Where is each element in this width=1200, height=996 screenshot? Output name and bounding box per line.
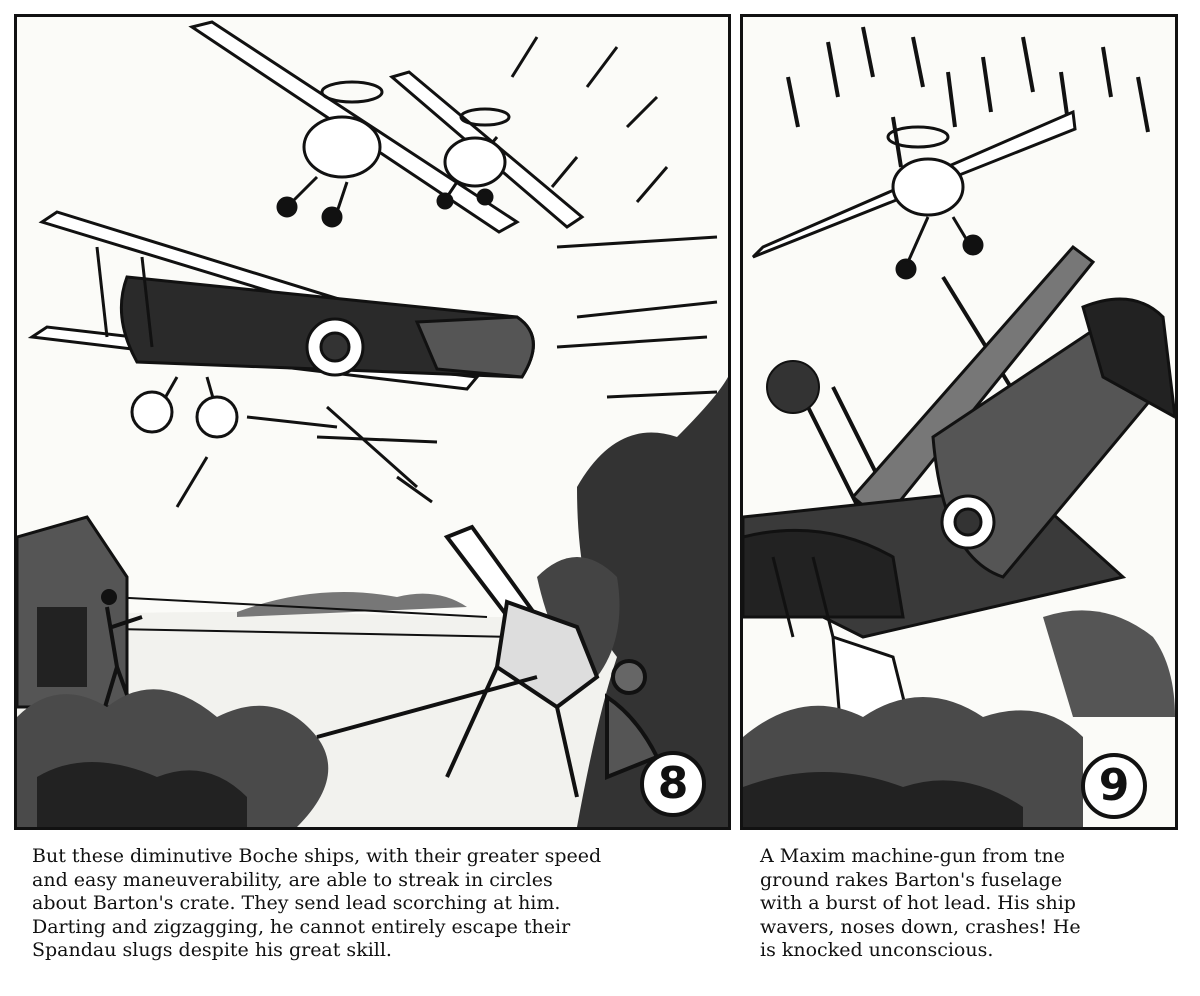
panel-8-illustration [17,17,728,827]
caption-line: Spandau slugs despite his great skill. [32,939,392,961]
caption-line: ground rakes Barton's fuselage [760,868,1063,891]
caption-line: But these diminutive Boche ships, with their greater speed [32,845,602,867]
panel-9-illustration [743,17,1175,827]
comic-panel-8 [14,14,731,830]
caption-line: is knocked unconscious. [760,939,994,961]
barton-biplane [32,212,533,437]
caption-line: A Maxim machine-gun from tne [760,845,1065,867]
ground-scene [17,377,728,827]
caption-line: about Barton's crate. They send lead scorching at him. [32,892,561,914]
caption-line: and easy maneuverability, are able to streak in circles [32,868,553,891]
smoke-puff [767,361,819,413]
comic-panel-9 [740,14,1178,830]
enemy-monoplane-right [392,72,582,227]
caption-line: with a burst of hot lead. His ship [760,892,1076,914]
panel-number-badge: 8 [640,751,706,817]
caption-line: wavers, noses down, crashes! He [760,915,1081,938]
caption-line: Darting and zigzagging, he cannot entirely escape their [32,915,571,938]
panel-number-badge: 9 [1081,753,1147,819]
panel-9-caption [760,845,1160,963]
panel-8-caption [32,845,722,963]
enemy-monoplane [753,112,1075,278]
